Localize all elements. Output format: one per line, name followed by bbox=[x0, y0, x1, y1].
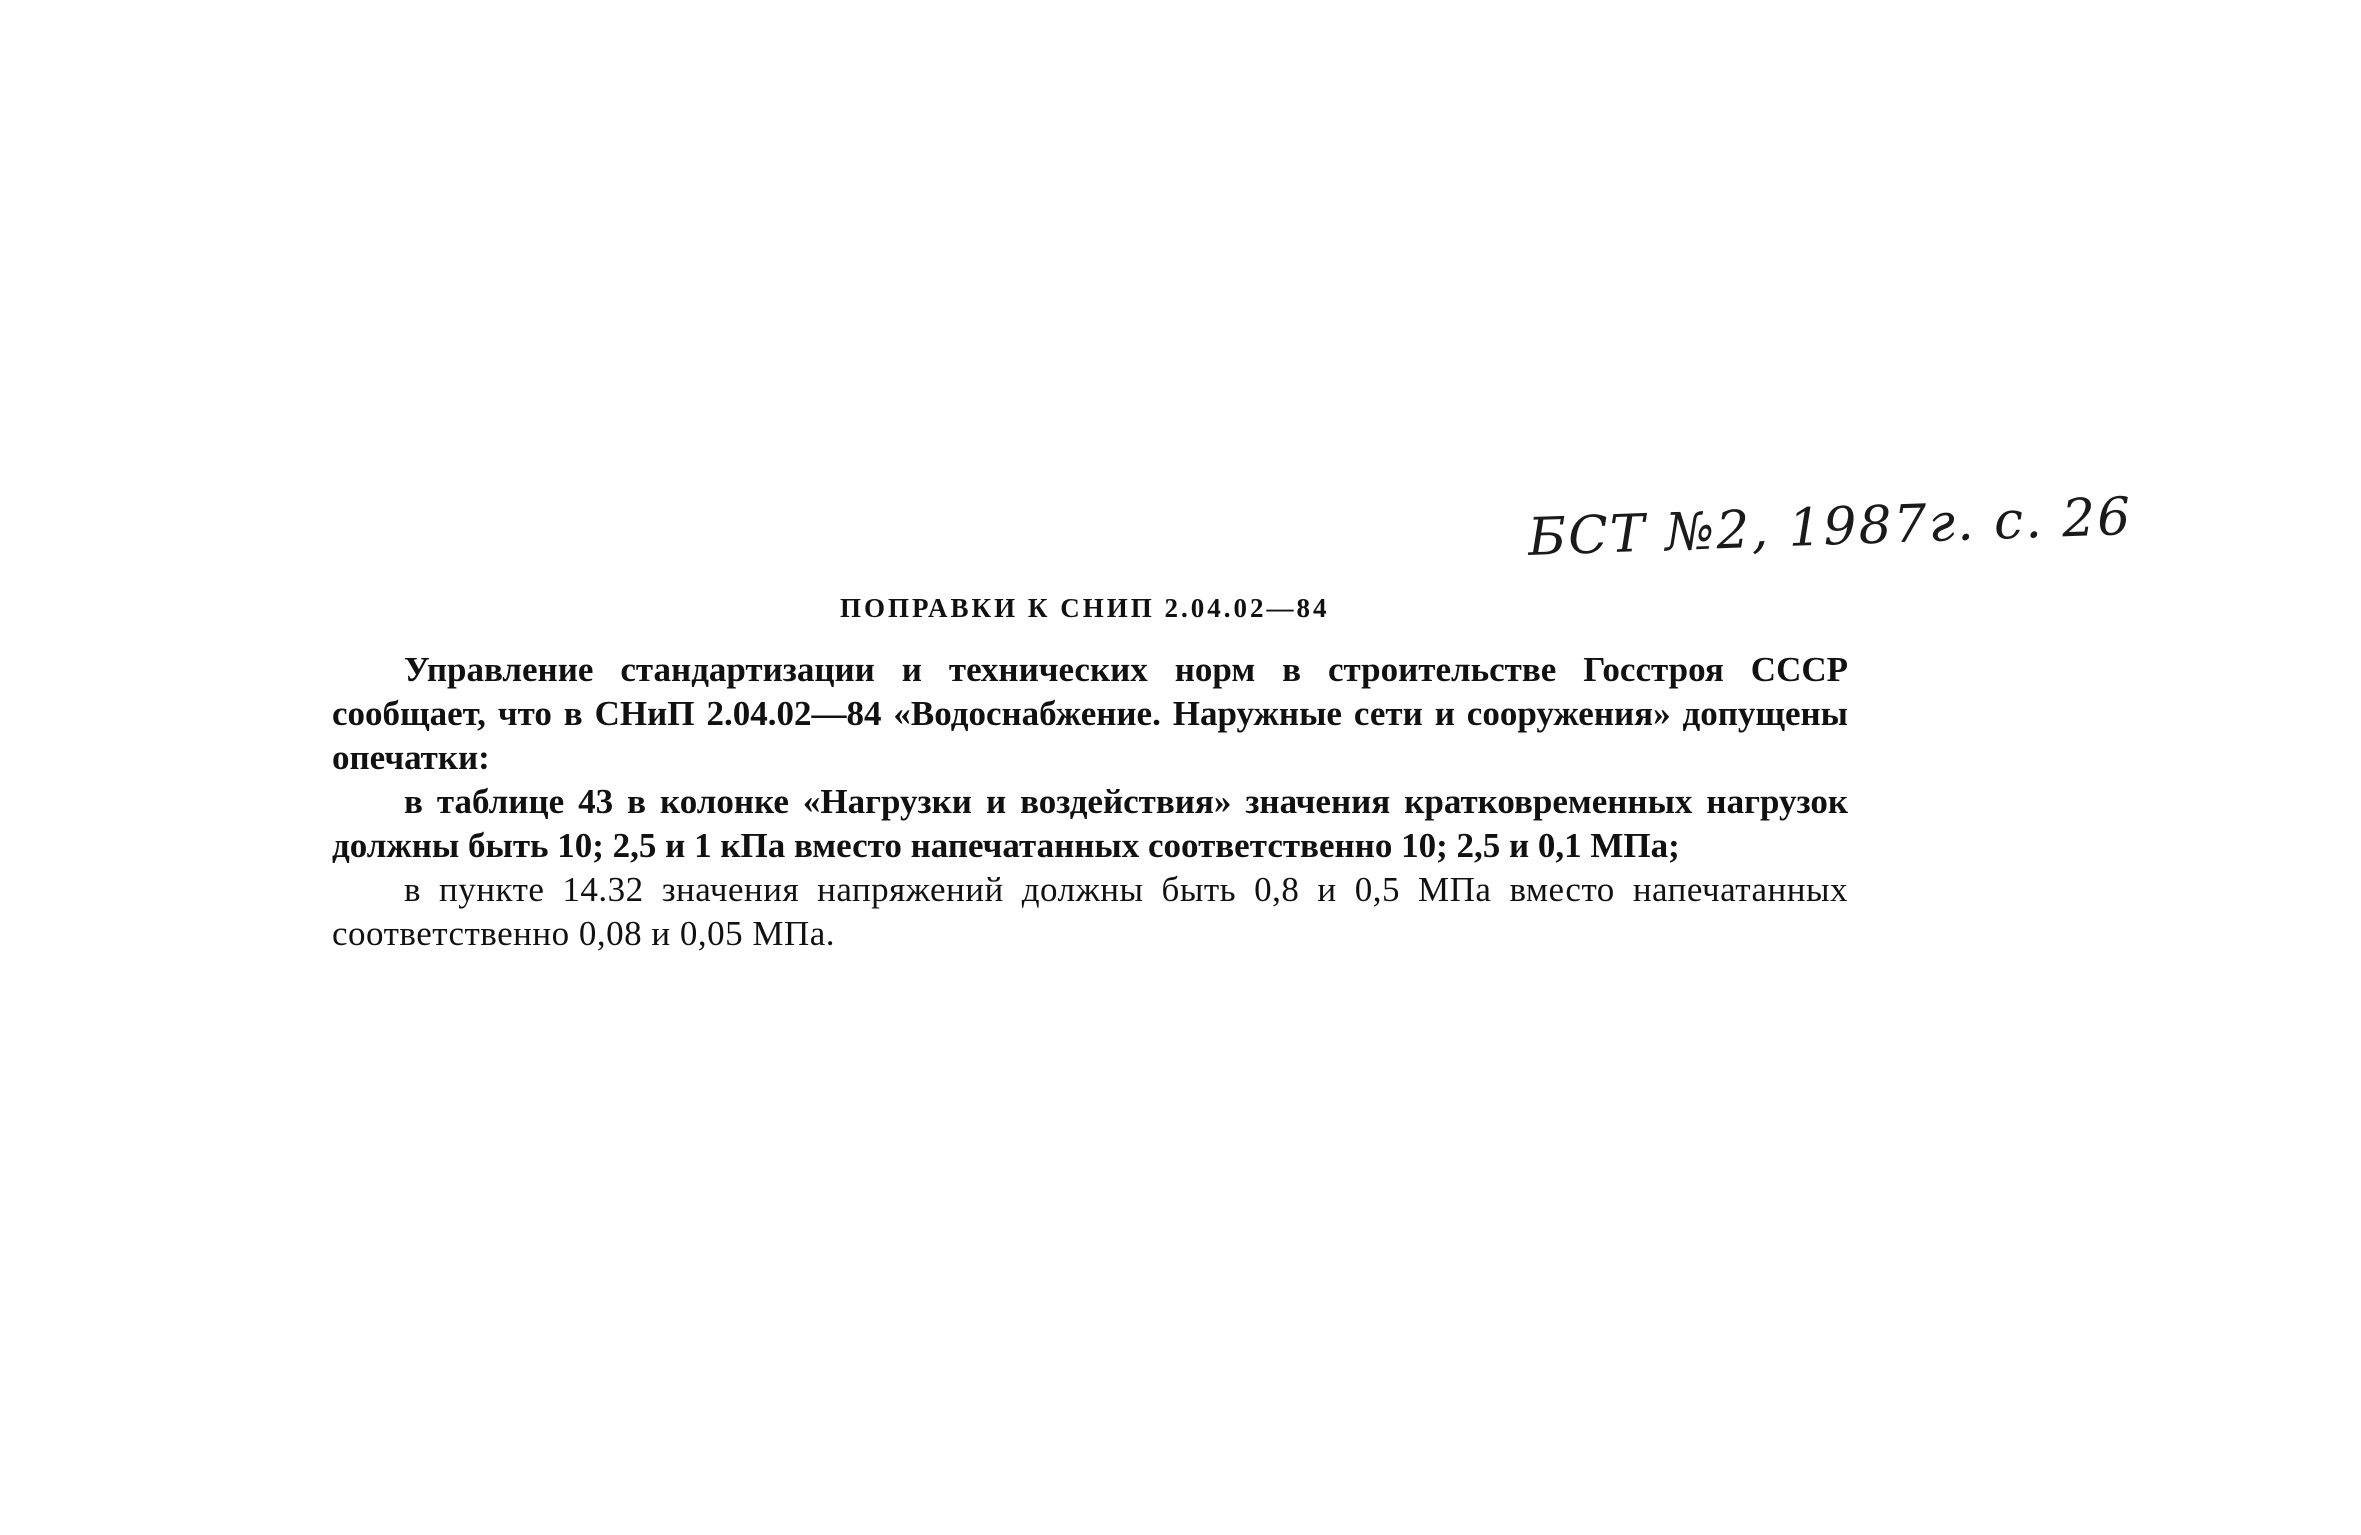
paragraph-announcement: Управление стандартизации и технических норм в строительстве Госстроя СССР сообщает, что в СНиП 2.04.02—84 «Водоснабжение. Наружные сети и сооружения» допущены опечатки: bbox=[332, 650, 1848, 777]
document-title: ПОПРАВКИ К СНИП 2.04.02—84 bbox=[840, 593, 1330, 623]
paragraph-table-43-correction: в таблице 43 в колонке «Нагрузки и воздействия» значения кратковременных нагрузок должны быть 10; 2,5 и 1 кПа вместо напечатанных соответственно 10; 2,5 и 0,1 МПа; bbox=[332, 782, 1848, 865]
document-body bbox=[332, 648, 1848, 956]
handwritten-reference-note: БСТ №2, 1987г. с. 26 bbox=[1526, 486, 2134, 568]
paragraph-clause-14-32-correction: в пункте 14.32 значения напряжений должны быть 0,8 и 0,5 МПа вместо напечатанных соответственно 0,08 и 0,05 МПа. bbox=[332, 870, 1848, 953]
